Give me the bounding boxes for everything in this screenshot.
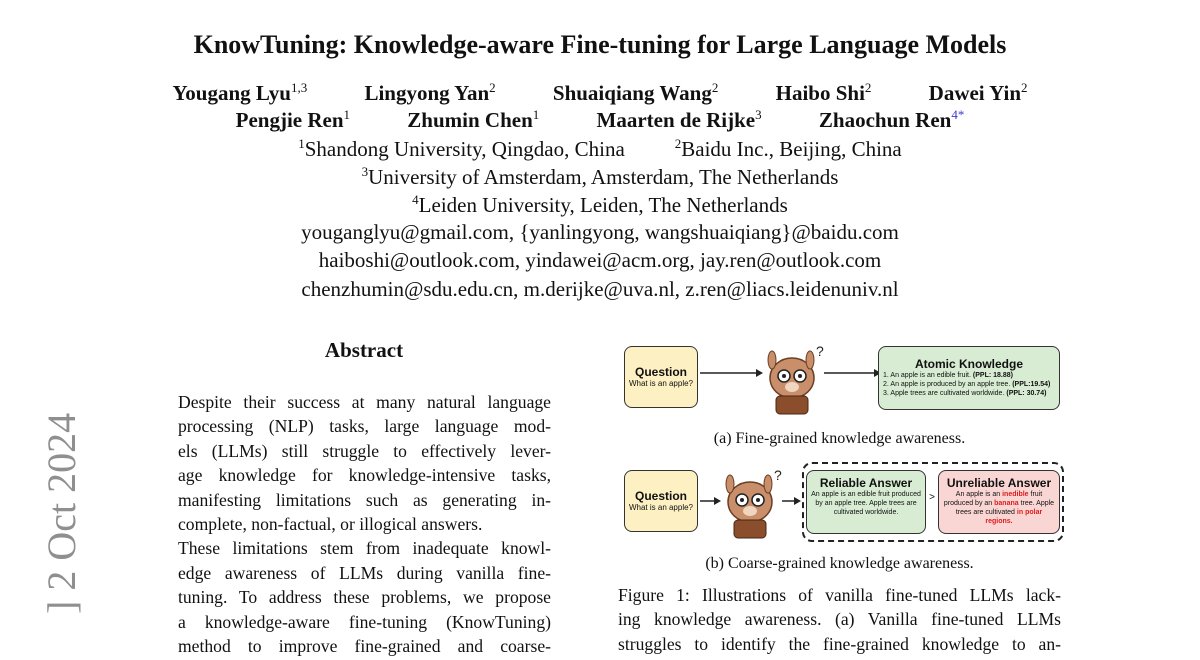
affiliations-line1: $^1$Shandong University, Qingdao, China $^2$Baidu Inc., Beijing, China (298, 136, 902, 161)
author-list-line2 (0, 107, 1200, 133)
arrow-right-icon (698, 366, 764, 380)
abstract-body (178, 390, 551, 658)
abstract-line: method to improve fine-grained and coarse- (178, 636, 551, 657)
author: Dawei Yin$^2$ (928, 80, 1028, 105)
affiliations-line3: $^4$Leiden University, Leiden, The Netherlands (412, 192, 788, 217)
affiliations-line2: $^3$University of Amsterdam, Amsterdam, The Netherlands (361, 164, 839, 189)
abstract-line: complete, non-factual, or illogical answers. (178, 514, 483, 535)
knowledge-item: 1. An apple is an edible fruit. (PPL: 18.88) (883, 372, 1013, 379)
abstract-line: Despite their success at many natural language (178, 392, 551, 412)
arrow-right-icon (780, 494, 804, 508)
knowledge-item: 3. Apple trees are cultivated worldwide. (PPL: 30.74) (883, 390, 1047, 397)
paper-title: KnowTuning: Knowledge-aware Fine-tuning for Large Language Models (193, 30, 1007, 59)
abstract-line: edge awareness of LLMs during vanilla fine- (178, 562, 551, 583)
caption-line: struggles to identify the fine-grained knowledge to an- (618, 633, 1061, 654)
question-box: Question What is an apple? (624, 470, 698, 532)
subfigure-caption-a: (a) Fine-grained knowledge awareness. (713, 430, 966, 447)
caption-line: ing knowledge awareness. (a) Vanilla fine-tuned LLMs (618, 609, 1061, 630)
caption-line: Figure 1: Illustrations of vanilla fine-tuned LLMs lack- (618, 585, 1061, 605)
arxiv-stamp: ] 2 Oct 2024 (39, 412, 84, 614)
abstract-line: manifesting limitations such as generating in- (178, 489, 551, 510)
reliable-answer-box: Reliable Answer An apple is an edible fruit produced by an apple tree. Apple trees are cultivated worldwide. (806, 470, 926, 534)
author: Zhumin Chen$^1$ (407, 107, 540, 132)
llama-mascot-icon (762, 342, 824, 416)
figure-1b (618, 462, 1068, 548)
llama-mascot-icon (720, 466, 782, 540)
atomic-knowledge-box: Atomic Knowledge 1. An apple is an edible fruit. (PPL: 18.88) 2. An apple is produced by an apple tree. (PPL:19.54) 3. Apple trees are cultivated worldwide. (PPL: 30.74) (878, 346, 1060, 410)
arrow-right-icon (822, 366, 882, 380)
abstract-line: age knowledge for knowledge-intensive tasks, (178, 465, 551, 486)
abstract-line: These limitations stem from inadequate knowl- (178, 538, 551, 559)
question-mark-icon: ? (816, 343, 824, 359)
author: Maarten de Rijke$^3$ (596, 107, 762, 132)
email-line: chenzhumin@sdu.edu.cn, m.derijke@uva.nl, z.ren@liacs.leidenuniv.nl (301, 277, 899, 301)
abstract-heading: Abstract (324, 338, 404, 362)
figure-1a (618, 338, 1068, 418)
question-box: Question What is an apple? (624, 346, 698, 408)
author: Zhaochun Ren$^{4*}$ (818, 107, 965, 132)
unreliable-answer-box: Unreliable Answer An apple is an inedible fruit produced by an banana tree. Apple trees are cultivated in polar regions. (938, 470, 1060, 534)
knowledge-item: 2. An apple is produced by an apple tree. (PPL:19.54) (883, 381, 1051, 388)
figure-caption (618, 583, 1061, 656)
author: Haibo Shi$^2$ (775, 80, 872, 105)
abstract-line: a knowledge-aware fine-tuning (KnowTuning) (178, 611, 551, 632)
abstract-line: processing (NLP) tasks, large language mod- (178, 416, 551, 437)
email-line: haiboshi@outlook.com, yindawei@acm.org, jay.ren@outlook.com (318, 248, 882, 272)
greater-than-symbol: > (929, 492, 935, 503)
email-line: youganglyu@gmail.com, {yanlingyong, wangshuaiqiang}@baidu.com (301, 220, 899, 244)
arrow-right-icon (698, 494, 722, 508)
author-list-line1 (0, 80, 1200, 106)
question-mark-icon: ? (774, 467, 782, 483)
author: Pengjie Ren$^1$ (235, 107, 351, 132)
abstract-line: els (LLMs) still struggle to effectively lever- (178, 440, 551, 461)
subfigure-caption-b: (b) Coarse-grained knowledge awareness. (705, 555, 974, 572)
author: Shuaiqiang Wang$^2$ (552, 80, 719, 105)
author: Yougang Lyu$^{1,3}$ (172, 80, 308, 105)
author: Lingyong Yan$^2$ (364, 80, 496, 105)
abstract-line: tuning. To address these problems, we propose (178, 587, 551, 608)
